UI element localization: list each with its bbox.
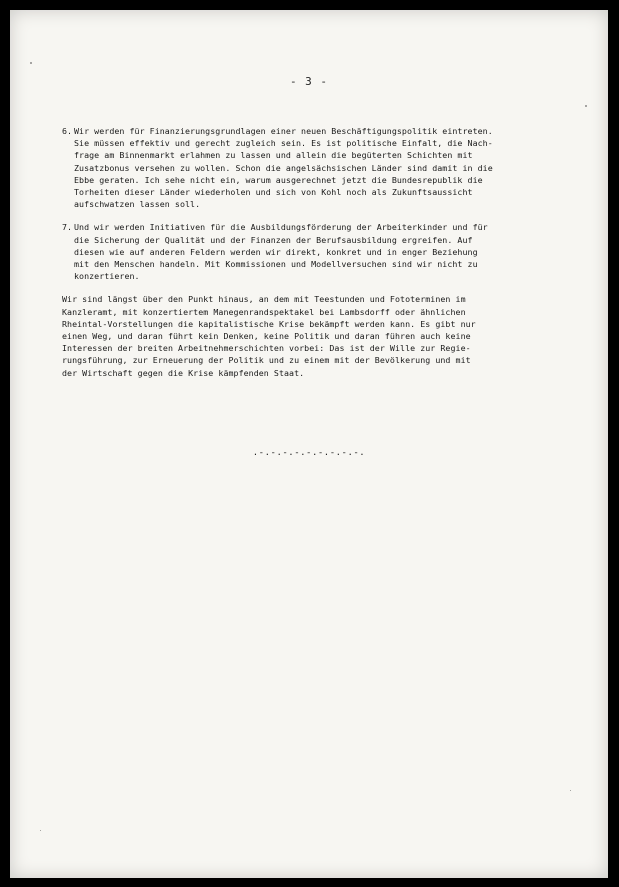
text-line: konzertieren. <box>74 271 140 282</box>
scan-speck <box>30 62 32 64</box>
text-line: Zusatzbonus versehen zu wollen. Schon die angelsächsischen Länder sind damit in die <box>74 162 493 173</box>
text-line: aufschwatzen lassen soll. <box>74 199 201 210</box>
item-number: 7. <box>62 222 73 233</box>
text-line: die Sicherung der Qualität und der Finanzen der Berufsausbildung ergreifen. Auf <box>74 234 473 245</box>
item-number: 6. <box>62 126 73 136</box>
text-line: Ebbe geraten. Ich sehe nicht ein, warum ausgerechnet jetzt die Bundesrepublik die <box>74 174 483 185</box>
text-line: diesen wie auf anderen Feldern werden wir direkt, konkret und in enger Beziehung <box>74 246 478 257</box>
end-separator: .-.-.-.-.-.-.-.-.-. <box>252 448 366 458</box>
text-line: Rheintal-Vorstellungen die kapitalistische Krise bekämpft werden kann. Es gibt nur <box>62 318 476 329</box>
text-line: mit den Menschen handeln. Mit Kommissionen und Modellversuchen sind wir nicht zu <box>74 259 478 270</box>
scan-speck <box>585 105 587 107</box>
text-line: Torheiten dieser Länder wiederholen und sich von Kohl noch als Zukunftsaussicht <box>74 187 473 198</box>
scan-speck <box>570 790 571 791</box>
text-line: einen Weg, und daran führt kein Denken, keine Politik und daran führen auch keine <box>62 331 471 342</box>
closing-paragraph <box>62 293 567 378</box>
list-item-7 <box>62 221 567 282</box>
text-line: Und wir werden Initiativen für die Ausbildungsförderung der Arbeiterkinder und für <box>74 222 488 233</box>
text-line: Wir werden für Finanzierungsgrundlagen einer neuen Beschäftigungspolitik eintreten. <box>74 126 493 136</box>
text-line: frage am Binnenmarkt erlahmen zu lassen und allein die begüterten Schichten mit <box>74 150 473 161</box>
text-line: Sie müssen effektiv und gerecht zugleich sein. Es ist politische Einfalt, die Nach- <box>74 138 493 149</box>
text-line: Wir sind längst über den Punkt hinaus, an dem mit Teestunden und Fototerminen im <box>62 294 466 305</box>
list-item-6 <box>62 125 567 210</box>
document-page <box>10 10 608 878</box>
page-number: - 3 - <box>289 75 329 88</box>
scan-speck <box>40 830 41 831</box>
text-line: Interessen der breiten Arbeitnehmerschichten vorbei: Das ist der Wille zur Regie- <box>62 343 471 354</box>
text-line: Kanzleramt, mit konzertiertem Manegenrandspektakel bei Lambsdorff oder ähnlichen <box>62 306 466 317</box>
text-line: rungsführung, zur Erneuerung der Politik und zu einem mit der Bevölkerung und mit <box>62 355 471 366</box>
text-line: der Wirtschaft gegen die Krise kämpfenden Staat. <box>62 367 305 378</box>
page-body <box>62 125 567 379</box>
